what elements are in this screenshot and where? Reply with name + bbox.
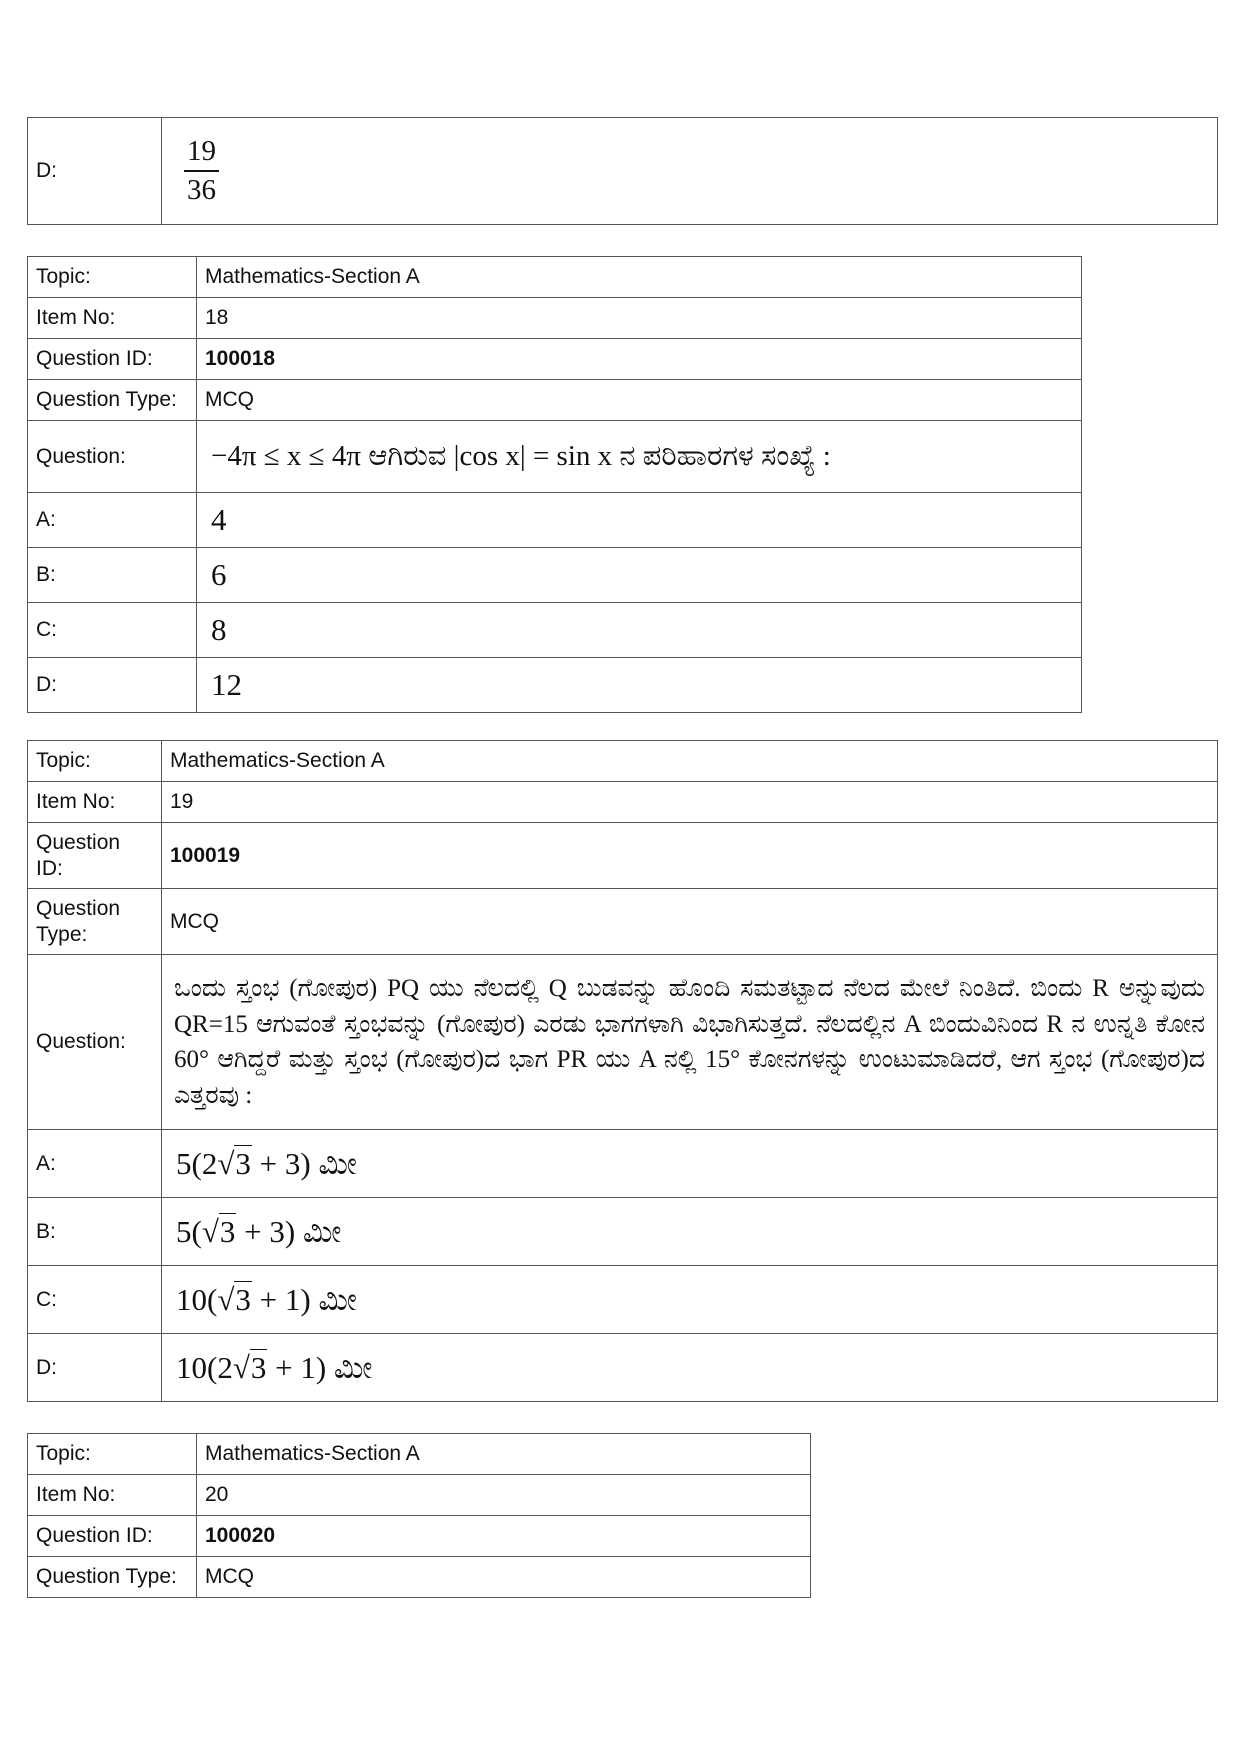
question-id-value: 100020 [197, 1516, 811, 1557]
question-kn-part-2: ನ ಪರಿಹಾರಗಳ ಸಂಖ್ಯೆ : [619, 440, 831, 473]
item-no-label: Item No: [28, 782, 162, 823]
topic-value: Mathematics-Section A [162, 741, 1218, 782]
question-type-value: MCQ [197, 380, 1082, 421]
sqrt-icon: √ [232, 1349, 250, 1385]
option-c-label: C: [28, 1266, 162, 1334]
question-id-label: Question ID: [28, 339, 197, 380]
fraction [184, 135, 219, 208]
option-d-value [162, 118, 1218, 225]
question-text: ಒಂದು ಸ್ತಂಭ (ಗೋಪುರ) PQ ಯು ನೆಲದಲ್ಲಿ Q ಬುಡವನ್ನು ಹೊಂದಿ ಸಮತಟ್ಟಾದ ನೆಲದ ಮೇಲೆ ನಿಂತಿದೆ. ಬಿಂದು R ಅನ್ನುವುದು QR=15 ಆಗುವಂತೆ ಸ್ತಂಭವನ್ನು (ಗೋಪುರ) ಎರಡು ಭಾಗಗಳಾಗಿ ವಿಭಾಗಿಸುತ್ತದೆ. ನೆಲದಲ್ಲಿನ A ಬಿಂದುವಿನಿಂದ R ನ ಉನ್ನತಿ ಕೋನ 60° ಆಗಿದ್ದರೆ ಮತ್ತು ಸ್ತಂಭ (ಗೋಪುರ)ದ ಭಾಗ PR ಯು A ನಲ್ಲಿ 15° ಕೋನಗಳನ್ನು ಉಂಟುಮಾಡಿದರೆ, ಆಗ ಸ್ತಂಭ (ಗೋಪುರ)ದ ಎತ್ತರವು : [162, 955, 1218, 1130]
option-b-label: B: [28, 1198, 162, 1266]
option-a-label: A: [28, 1130, 162, 1198]
question-type-value: MCQ [197, 1557, 811, 1598]
option-d-label: D: [28, 118, 162, 225]
option-d-pre: 10(2 [176, 1349, 233, 1385]
item-no-value: 19 [162, 782, 1218, 823]
option-a-value [162, 1130, 1218, 1198]
fraction-numerator: 19 [184, 135, 219, 172]
question-type-label: Question Type: [28, 1557, 197, 1598]
option-d-value [162, 1334, 1218, 1402]
option-c-value [162, 1266, 1218, 1334]
option-a-radicand: 3 [235, 1145, 251, 1181]
option-d-post: + 1) [267, 1349, 327, 1385]
question-id-label [28, 823, 162, 889]
option-a-pre: 5(2 [176, 1145, 218, 1181]
item-no-label: Item No: [28, 298, 197, 339]
question-id-label-line-1: Question [36, 831, 121, 855]
topic-label: Topic: [28, 1434, 197, 1475]
topic-label: Topic: [28, 741, 162, 782]
option-b-value [162, 1198, 1218, 1266]
question-type-label: Question Type: [28, 380, 197, 421]
question-20-table [27, 1433, 811, 1598]
question-type-label-line-1: Question [36, 897, 121, 921]
question-id-label-line-2: ID: [36, 856, 63, 880]
option-a-value: 4 [197, 493, 1082, 548]
question-range: −4π ≤ x ≤ 4π [211, 440, 361, 473]
question-equation: |cos x| = sin x [453, 440, 613, 473]
item-no-value: 18 [197, 298, 1082, 339]
question-18-table [27, 256, 1082, 713]
question-id-value: 100019 [162, 823, 1218, 889]
item-no-label: Item No: [28, 1475, 197, 1516]
option-b-pre: 5( [176, 1213, 202, 1249]
option-b-value: 6 [197, 548, 1082, 603]
fraction-denominator: 36 [187, 174, 216, 206]
option-d-unit: ಮೀ [333, 1349, 373, 1385]
option-c-label: C: [28, 603, 197, 658]
question-id-label: Question ID: [28, 1516, 197, 1557]
option-c-post: + 1) [251, 1281, 311, 1317]
option-b-radicand: 3 [219, 1213, 236, 1249]
option-b-unit: ಮೀ [302, 1213, 342, 1249]
question-type-label-line-2: Type: [36, 922, 88, 946]
question-label: Question: [28, 955, 162, 1130]
option-c-value: 8 [197, 603, 1082, 658]
option-b-post: + 3) [236, 1213, 296, 1249]
q17-option-d-fragment [27, 117, 1218, 225]
item-no-value: 20 [197, 1475, 811, 1516]
option-a-label: A: [28, 493, 197, 548]
topic-label: Topic: [28, 257, 197, 298]
question-label: Question: [28, 421, 197, 493]
option-c-pre: 10( [176, 1281, 218, 1317]
option-d-label: D: [28, 1334, 162, 1402]
question-19-table [27, 740, 1218, 1402]
sqrt-icon: √ [201, 1213, 219, 1249]
option-a-post: + 3) [251, 1145, 311, 1181]
option-d-radicand: 3 [250, 1349, 267, 1385]
question-type-value: MCQ [162, 889, 1218, 955]
question-type-label [28, 889, 162, 955]
topic-value: Mathematics-Section A [197, 1434, 811, 1475]
sqrt-icon: √ [217, 1281, 235, 1317]
option-d-value: 12 [197, 658, 1082, 713]
option-d-label: D: [28, 658, 197, 713]
option-c-unit: ಮೀ [318, 1281, 357, 1317]
question-id-value: 100018 [197, 339, 1082, 380]
option-c-radicand: 3 [235, 1281, 251, 1317]
sqrt-icon: √ [217, 1145, 235, 1181]
topic-value: Mathematics-Section A [197, 257, 1082, 298]
question-text [197, 421, 1082, 493]
option-b-label: B: [28, 548, 197, 603]
question-kn-part-1: ಆಗಿರುವ [368, 440, 447, 473]
option-a-unit: ಮೀ [318, 1145, 357, 1181]
